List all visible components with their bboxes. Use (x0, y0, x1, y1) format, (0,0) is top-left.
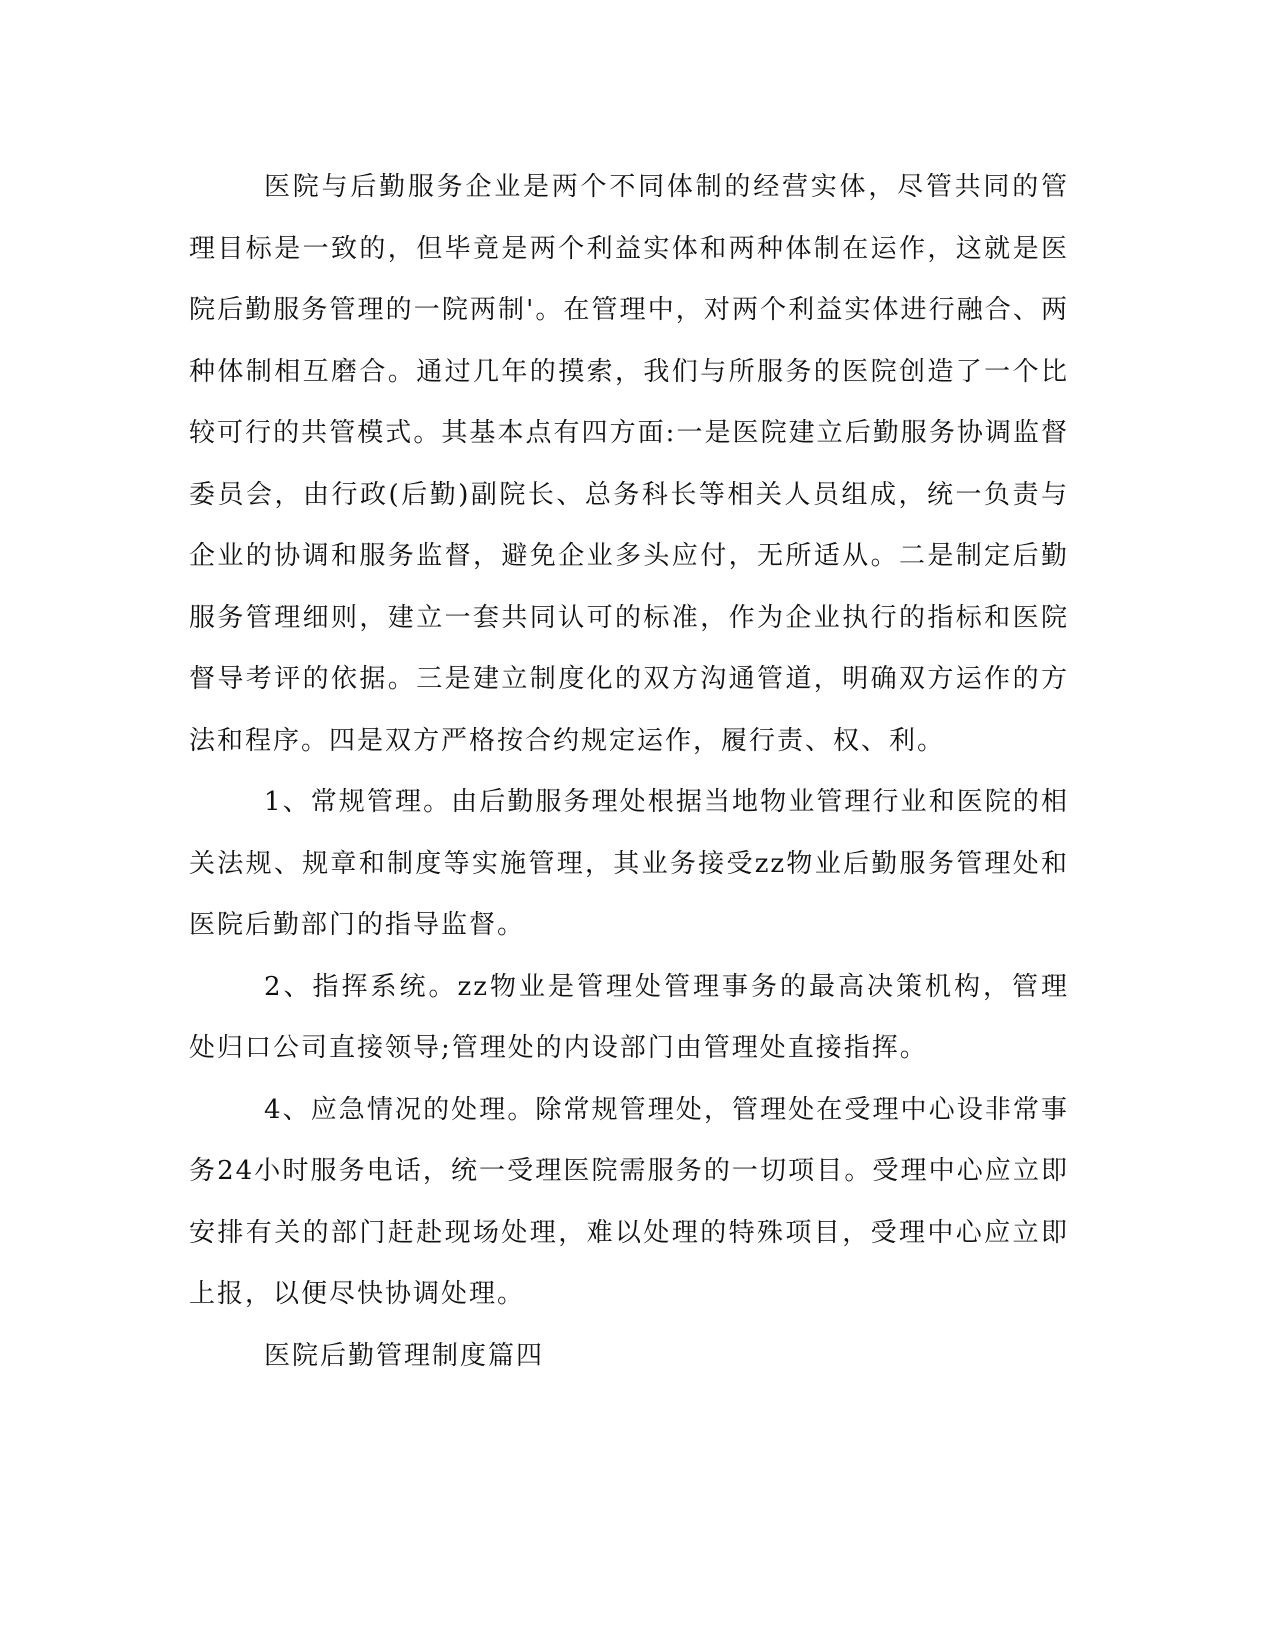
section-heading: 医院后勤管理制度篇四 (264, 1340, 545, 1371)
paragraph-command-system: 2、指挥系统。zz物业是管理处管理事务的最高决策机构，管理处归口公司直接领导;管理处的内设部门由管理处直接指挥。 (189, 971, 1069, 1063)
document-body (189, 157, 1069, 1387)
paragraph-emergency-handling: 4、应急情况的处理。除常规管理处，管理处在受理中心设非常事务24小时服务电话，统一受理医院需服务的一切项目。受理中心应立即安排有关的部门赶赴现场处理，难以处理的特殊项目，受理中心应立即上报，以便尽快协调处理。 (189, 1094, 1069, 1309)
paragraph-intro: 医院与后勤服务企业是两个不同体制的经营实体，尽管共同的管理目标是一致的，但毕竟是两个利益实体和两种体制在运作，这就是医院后勤服务管理的一院两制'。在管理中，对两个利益实体进行融合、两种体制相互磨合。通过几年的摸索，我们与所服务的医院创造了一个比较可行的共管模式。其基本点有四方面:一是医院建立后勤服务协调监督委员会，由行政(后勤)副院长、总务科长等相关人员组成，统一负责与企业的协调和服务监督，避免企业多头应付，无所适从。二是制定后勤服务管理细则，建立一套共同认可的标准，作为企业执行的指标和医院督导考评的依据。三是建立制度化的双方沟通管道，明确双方运作的方法和程序。四是双方严格按合约规定运作，履行责、权、利。 (189, 172, 1069, 756)
paragraph-routine-management: 1、常规管理。由后勤服务理处根据当地物业管理行业和医院的相关法规、规章和制度等实施管理，其业务接受zz物业后勤服务管理处和医院后勤部门的指导监督。 (189, 787, 1069, 940)
